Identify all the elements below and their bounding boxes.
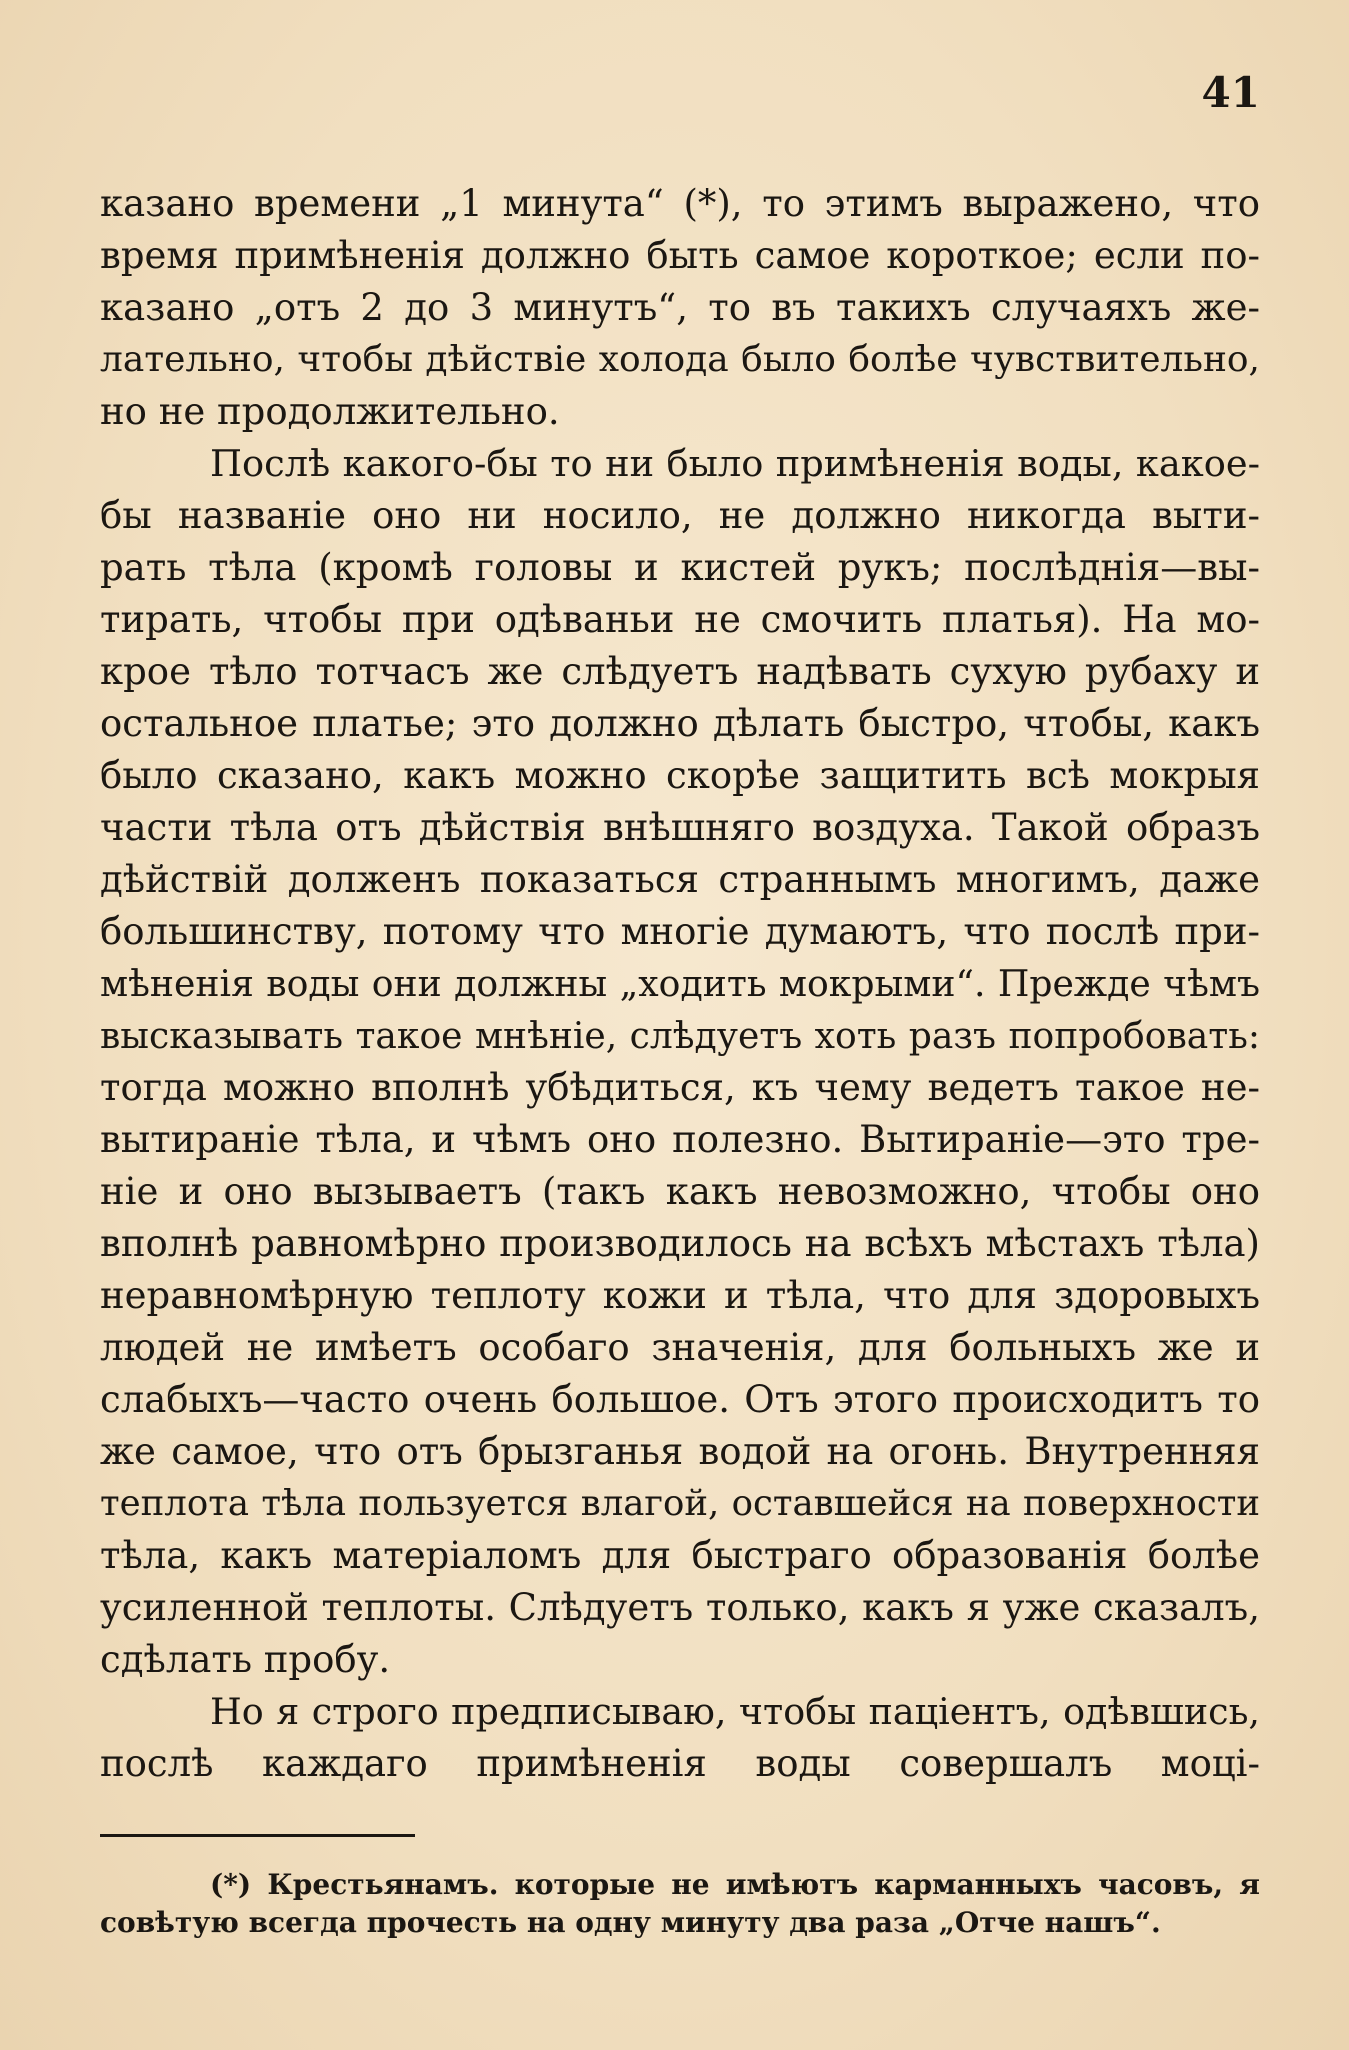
text-line: мѣненія воды они должны „ходить мокрыми“. Прежде чѣмъ [100, 962, 1260, 1005]
text-line: остальное платье; это должно дѣлать быстро, чтобы, какъ [100, 702, 1260, 745]
text-line: послѣ каждаго примѣненія воды совершалъ моці- [100, 1742, 1260, 1785]
footnote-line: (*) Крестьянамъ. которые не имѣютъ карманныхъ часовъ, я [210, 1868, 1260, 1901]
text-line: людей не имѣетъ особаго значенія, для больныхъ же и [100, 1326, 1260, 1369]
text-line: слабыхъ—часто очень большое. Отъ этого происходитъ то [100, 1378, 1260, 1421]
text-line: вполнѣ равномѣрно производилось на всѣхъ мѣстахъ тѣла) [100, 1222, 1260, 1265]
text-line: высказывать такое мнѣніе, слѣдуетъ хоть разъ попробовать: [100, 1015, 1260, 1057]
text-line: сдѣлать пробу. [100, 1638, 391, 1681]
paragraph [100, 1686, 1260, 1790]
text-line: ніе и оно вызываетъ (такъ какъ невозможно, чтобы оно [100, 1170, 1260, 1213]
footnote-divider [100, 1834, 415, 1837]
text-line: время примѣненія должно быть самое короткое; если по- [100, 234, 1260, 277]
paragraph [100, 178, 1260, 438]
body-text [100, 178, 1260, 1790]
text-line: Послѣ какого-бы то ни было примѣненія воды, какое- [210, 442, 1260, 485]
footnote [100, 1866, 1260, 1942]
text-line: же самое, что отъ брызганья водой на огонь. Внутренняя [100, 1430, 1260, 1473]
text-line: крое тѣло тотчасъ же слѣдуетъ надѣвать сухую рубаху и [100, 650, 1260, 693]
text-line: но не продолжительно. [100, 390, 560, 433]
text-line: тирать, чтобы при одѣваньи не смочить платья). На мо- [100, 598, 1260, 641]
text-line: лательно, чтобы дѣйствіе холода было болѣе чувствительно, [100, 339, 1260, 380]
text-line: Но я строго предписываю, чтобы паціентъ, одѣвшись, [210, 1690, 1260, 1733]
paragraph [100, 438, 1260, 1686]
text-line: усиленной теплоты. Слѣдуетъ только, какъ я уже сказалъ, [100, 1586, 1260, 1629]
text-line: рать тѣла (кромѣ головы и кистей рукъ; послѣднія—вы- [100, 546, 1260, 589]
footnote-line: совѣтую всегда прочесть на одну минуту два раза „Отче нашъ“. [100, 1906, 1161, 1939]
text-line: тѣла, какъ матеріаломъ для быстраго образованія болѣе [100, 1534, 1260, 1577]
page-number: 41 [1201, 68, 1260, 117]
text-line: вытираніе тѣла, и чѣмъ оно полезно. Вытираніе—это тре- [100, 1118, 1260, 1161]
text-line: части тѣла отъ дѣйствія внѣшняго воздуха. Такой образъ [100, 806, 1260, 849]
text-line: казано „отъ 2 до 3 минутъ“, то въ такихъ случаяхъ же- [100, 286, 1260, 329]
text-line: неравномѣрную теплоту кожи и тѣла, что для здоровыхъ [100, 1274, 1260, 1317]
text-line: было сказано, какъ можно скорѣе защитить всѣ мокрыя [100, 754, 1260, 797]
text-line: казано времени „1 минута“ (*), то этимъ выражено, что [100, 182, 1260, 225]
text-line: тогда можно вполнѣ убѣдиться, къ чему ведетъ такое не- [100, 1066, 1260, 1109]
text-line: большинству, потому что многіе думаютъ, что послѣ при- [100, 910, 1260, 953]
text-line: теплота тѣла пользуется влагой, оставшейся на поверхности [100, 1483, 1260, 1524]
text-line: дѣйствій долженъ показаться страннымъ многимъ, даже [100, 858, 1260, 901]
text-line: бы названіе оно ни носило, не должно никогда выти- [100, 494, 1260, 537]
